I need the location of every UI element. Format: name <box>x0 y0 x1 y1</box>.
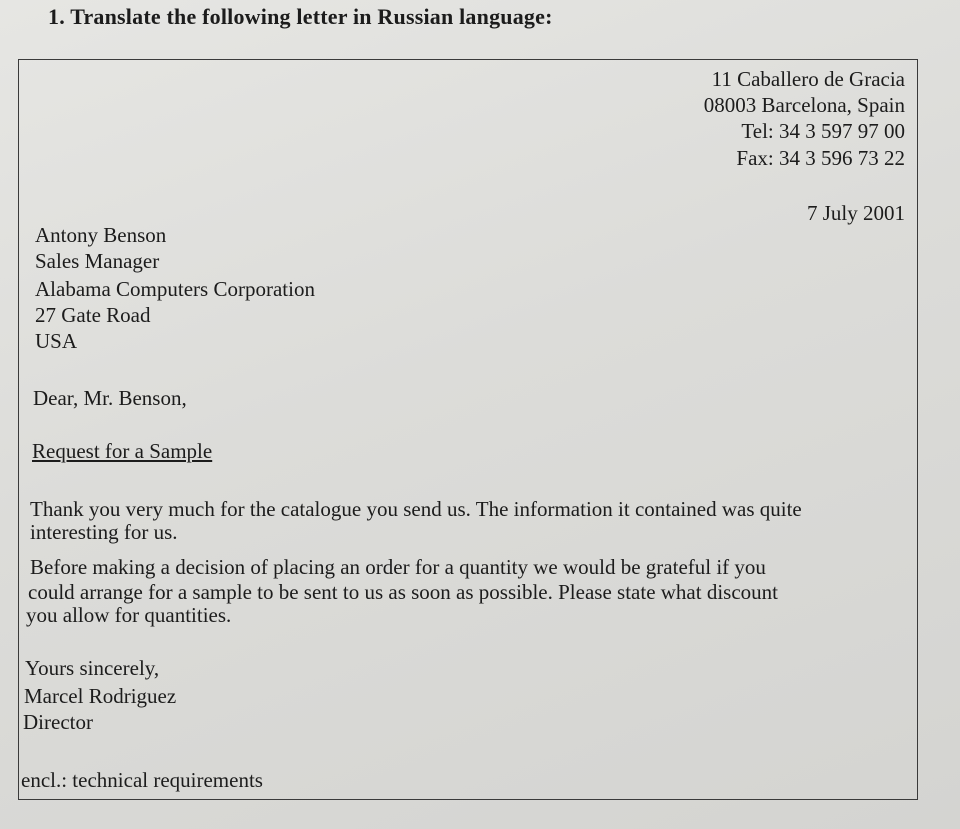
body-line-5: you allow for quantities. <box>26 603 232 627</box>
recipient-title: Sales Manager <box>35 249 160 273</box>
body-line-4: could arrange for a sample to be sent to us as soon as possible. Please state what discount <box>28 580 778 604</box>
closing-line: Yours sincerely, <box>25 656 160 680</box>
sender-address-line-1: 11 Caballero de Gracia <box>711 67 905 91</box>
salutation: Dear, Mr. Benson, <box>33 386 187 410</box>
recipient-company: Alabama Computers Corporation <box>35 277 315 301</box>
sender-phone: Tel: 34 3 597 97 00 <box>741 119 905 143</box>
body-line-3: Before making a decision of placing an order for a quantity we would be grateful if you <box>30 555 766 579</box>
body-line-2: interesting for us. <box>30 520 178 544</box>
enclosure-note: encl.: technical requirements <box>21 768 263 792</box>
recipient-street: 27 Gate Road <box>35 303 151 327</box>
signer-title: Director <box>23 710 93 734</box>
subject-line: Request for a Sample <box>32 439 213 463</box>
sender-address-line-2: 08003 Barcelona, Spain <box>703 93 905 117</box>
recipient-country: USA <box>35 329 78 353</box>
letter-date: 7 July 2001 <box>806 201 905 225</box>
task-title: 1. Translate the following letter in Russian language: <box>48 4 553 29</box>
signer-name: Marcel Rodriguez <box>24 684 177 708</box>
sender-fax: Fax: 34 3 596 73 22 <box>736 146 905 170</box>
body-line-1: Thank you very much for the catalogue you send us. The information it contained was quite <box>30 497 802 521</box>
recipient-name: Antony Benson <box>35 223 167 247</box>
letter-frame <box>18 59 918 800</box>
